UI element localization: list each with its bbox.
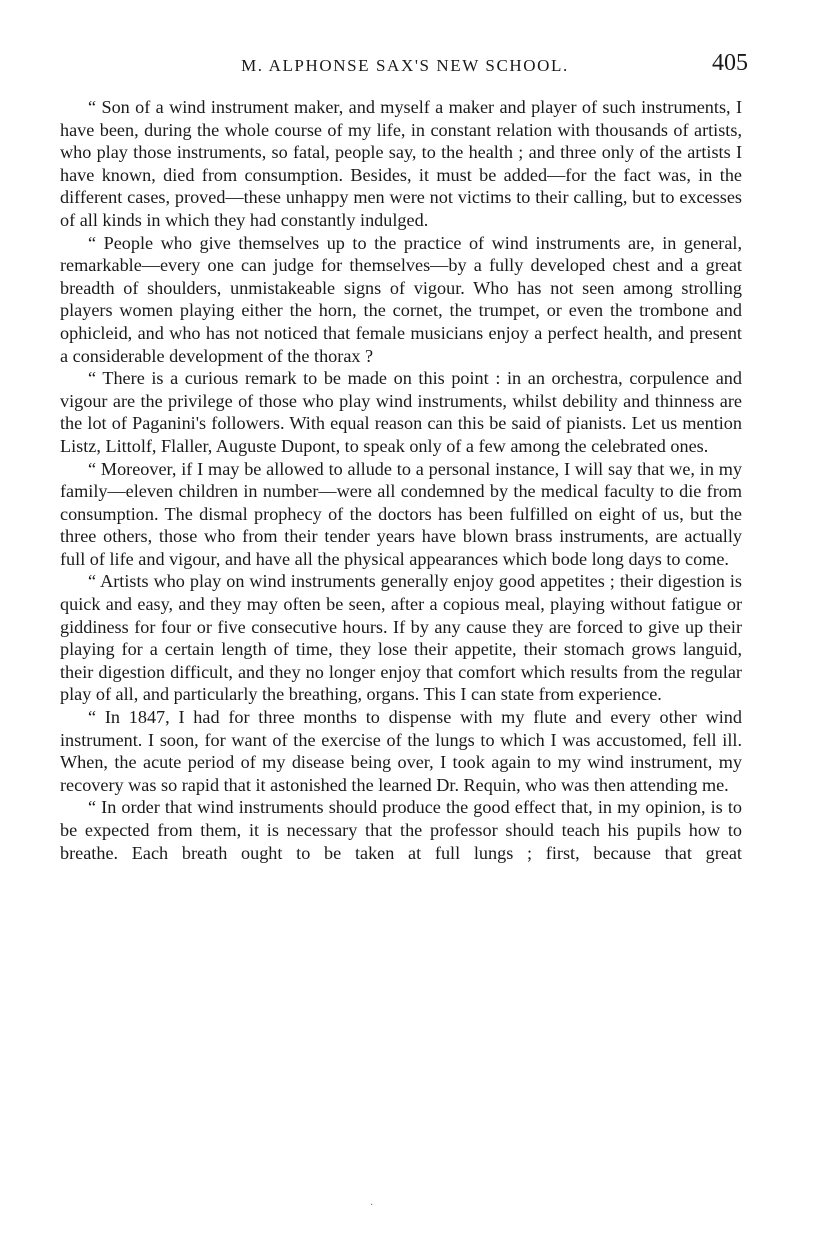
body-text (60, 96, 742, 864)
running-head (60, 46, 750, 86)
bottom-mark: · (370, 1200, 374, 1211)
paragraph: “ In order that wind instruments should produce the good effect that, in my opinion, is to be expected from them, it is necessary that the professor should teach his pupils how to breathe. Each breath ought to be taken at full lungs ; first, because that great (60, 797, 742, 863)
paragraph: “ There is a curious remark to be made on this point : in an orchestra, corpulence and vigour are the privilege of those who play wind instruments, whilst debility and thinness are the lot of Paganini's followers. With equal reason can this be said of pianists. Let us mention Listz, Littolf, Flaller, Auguste Dupont, to speak only of a few among the celebrated ones. (60, 368, 742, 456)
paragraph: “ Artists who play on wind instruments generally enjoy good appetites ; their digestion is quick and easy, and they may often be seen, after a copious meal, playing without fatigue or giddiness for four or five consecutive hours. If by any cause they are forced to give up their playing for a certain length of time, they lose their appetite, their stomach grows languid, their digestion difficult, and they no longer enjoy that comfort which results from the regular play of all, and particularly the breathing, organs. This I can state from experience. (60, 571, 742, 705)
paragraph: “ People who give themselves up to the practice of wind instruments are, in general, remarkable—every one can judge for themselves—by a fully developed chest and a great breadth of shoulders, unmistakeable signs of vigour. Who has not seen among strolling players women playing either the horn, the cornet, the trumpet, or even the trombone and ophicleid, and who has not noticed that female musicians enjoy a perfect health, and present a considerable development of the thorax ? (60, 232, 742, 366)
running-title: M. ALPHONSE SAX'S NEW SCHOOL. (241, 56, 569, 75)
paragraph: “ Son of a wind instrument maker, and myself a maker and player of such instruments, I have been, during the whole course of my life, in constant relation with thousands of artists, who play those instruments, so fatal, people say, to the health ; and three only of the artists I have known, died from consumption. Besides, it must be added—for the fact was, in the different cases, proved—these unhappy men were not victims to their calling, but to excesses of all kinds in which they had constantly indulged. (60, 97, 742, 230)
page-number: 405 (712, 50, 748, 76)
paragraph: “ In 1847, I had for three months to dispense with my flute and every other wind instrument. I soon, for want of the exercise of the lungs to which I was accustomed, fell ill. When, the acute period of my disease being over, I took again to my wind instrument, my recovery was so rapid that it astonished the learned Dr. Requin, who was then attending me. (60, 707, 742, 795)
paragraph: “ Moreover, if I may be allowed to allude to a personal instance, I will say that we, in my family—eleven children in number—were all condemned by the medical faculty to die from consumption. The dismal prophecy of the doctors has been fulfilled on eight of us, but the three others, those who from their tender years have blown brass instruments, are actually full of life and vigour, and have all the physical appearances which bode long days to come. (60, 458, 742, 569)
